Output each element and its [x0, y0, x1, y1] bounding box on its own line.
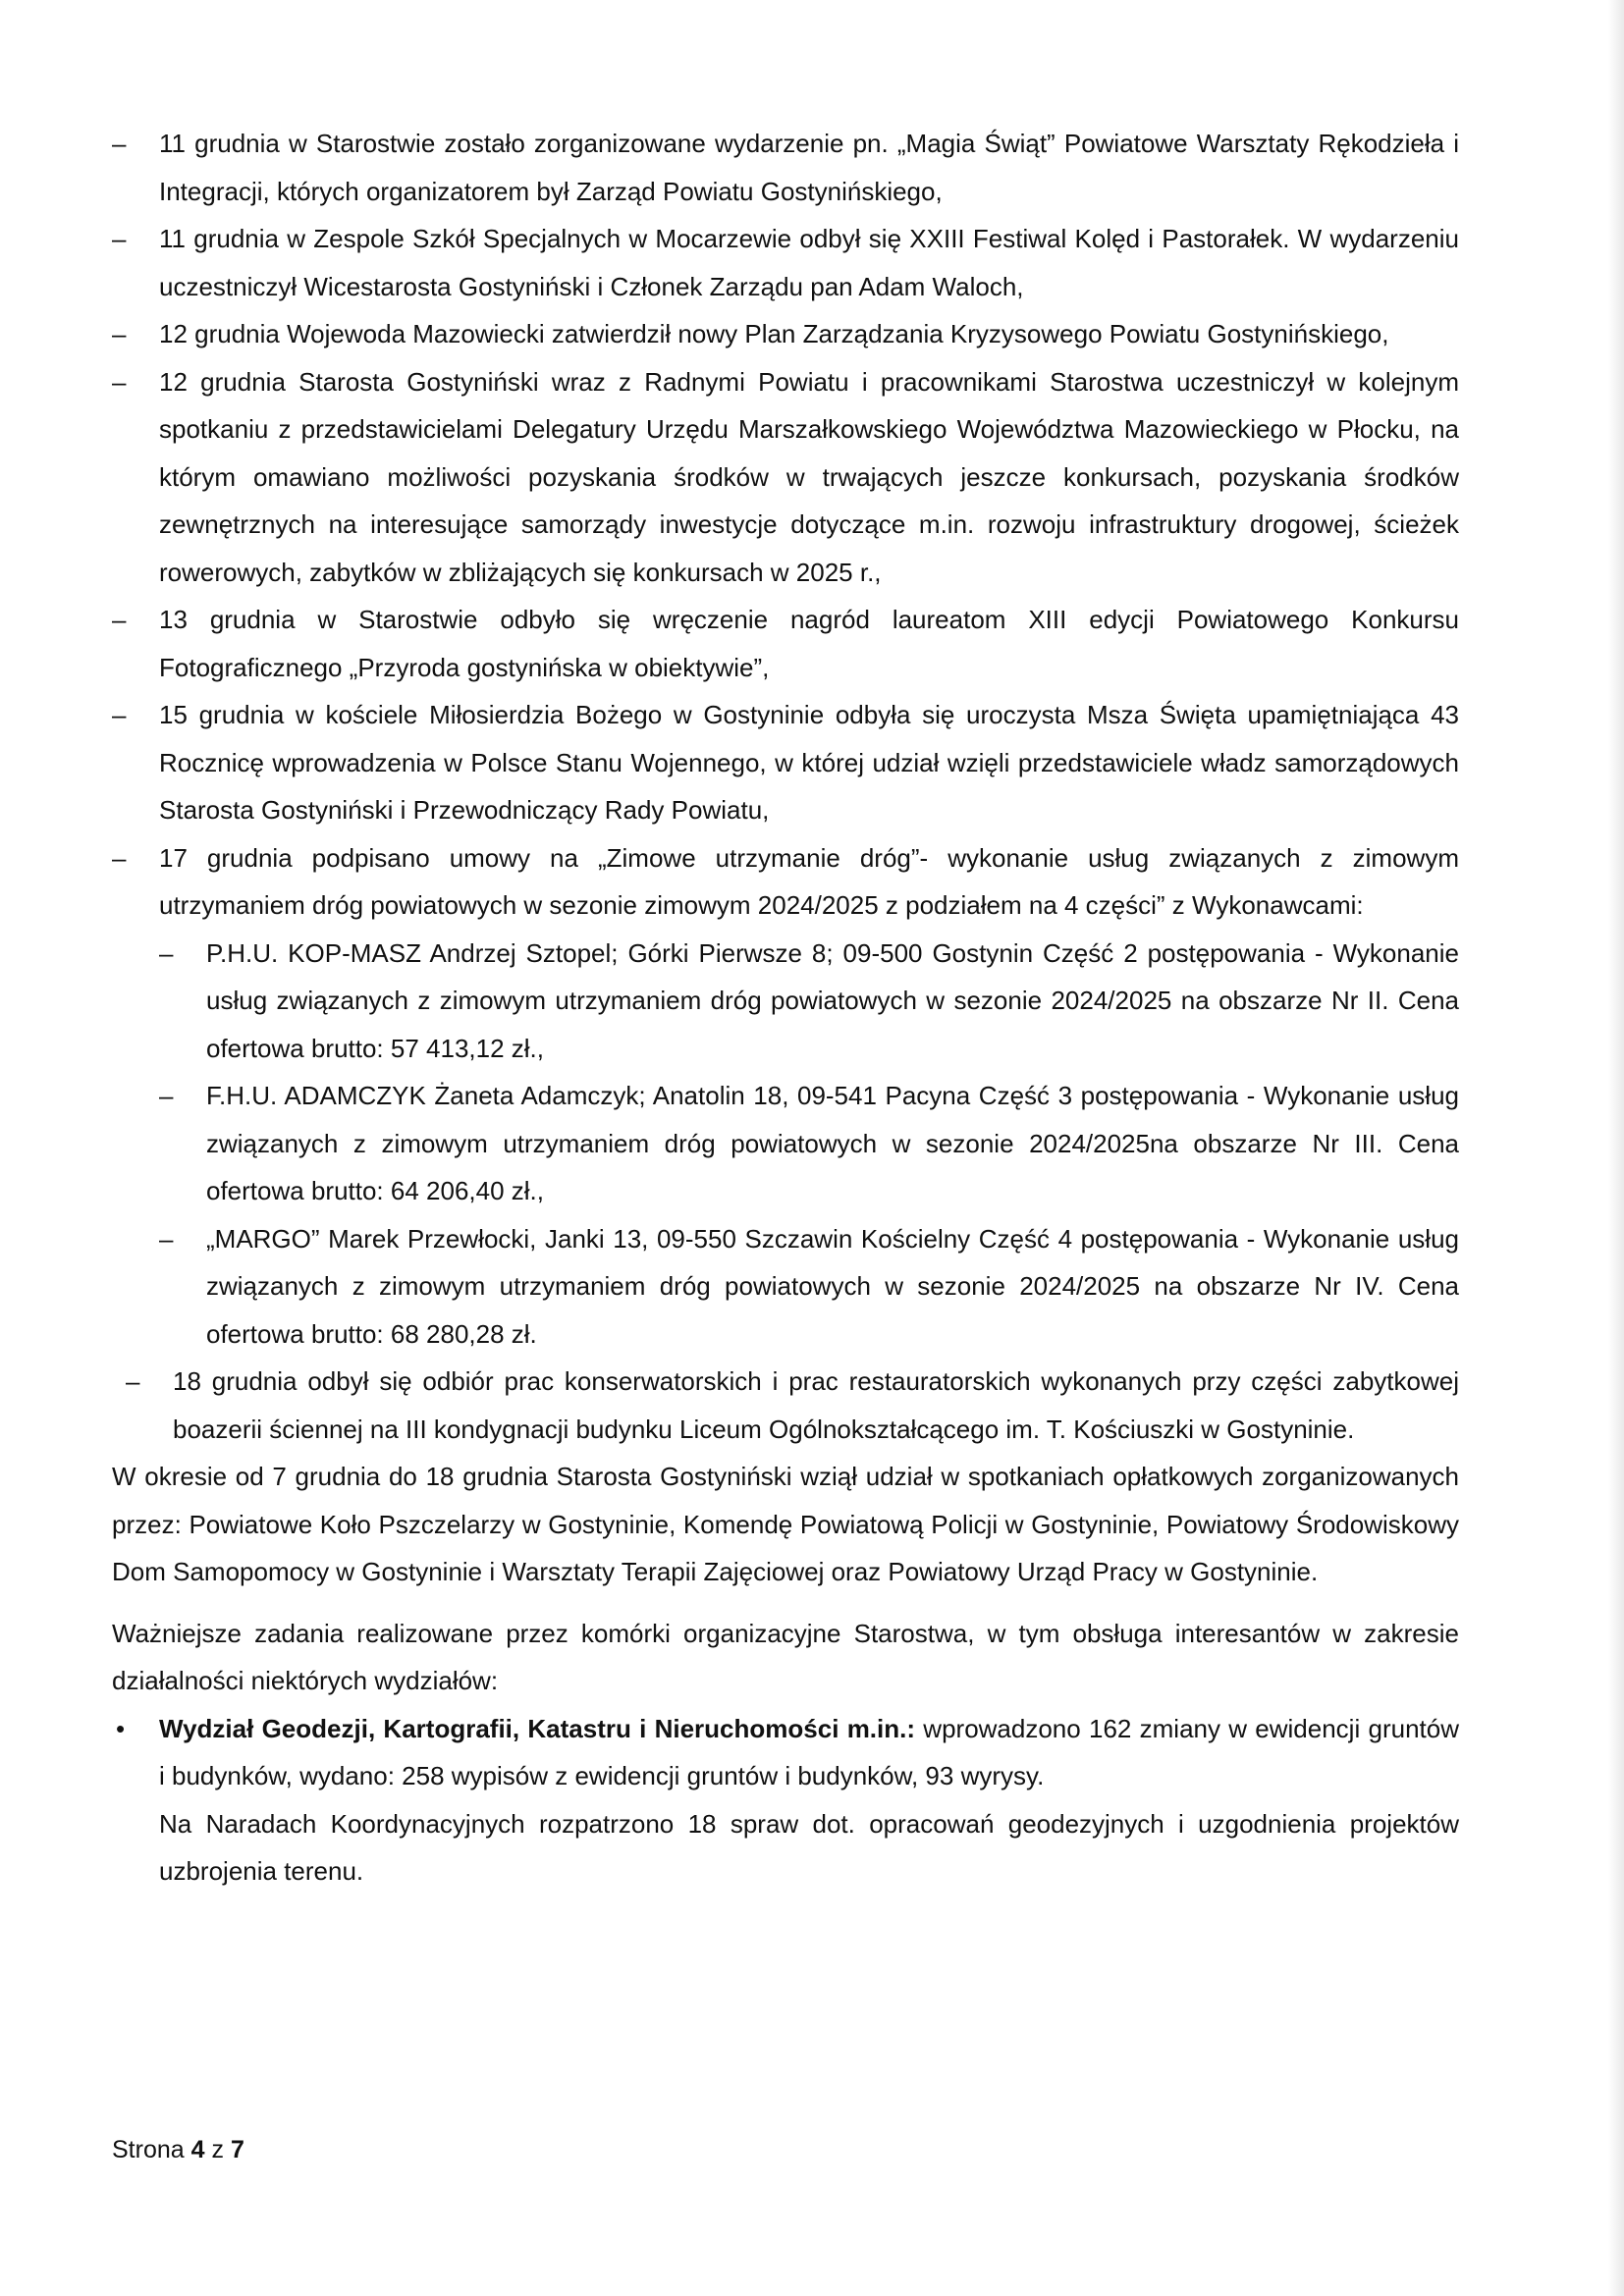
bullet-item-geodesy — [112, 1705, 1459, 1896]
dash-marker: – — [112, 842, 127, 873]
dash-marker: – — [112, 129, 127, 158]
total-pages: 7 — [230, 2136, 244, 2163]
list-item-text: 12 grudnia Wojewoda Mazowiecki zatwierdził nowy Plan Zarządzania Kryzysowego Powiatu Gostynińskiego, — [159, 319, 1389, 348]
dash-marker: – — [159, 937, 174, 968]
paragraph-meetings: W okresie od 7 grudnia do 18 grudnia Starosta Gostyniński wziął udział w spotkaniach opłatkowych zorganizowanych przez: Powiatowe Koło Pszczelarzy w Gostyninie, Komendę Powiatową Policji w Gostyninie, Powiatowy Środowiskowy Dom Samopomocy w Gostyninie i Warsztaty Terapii Zajęciowej oraz Powiatowy Urząd Pracy w Gostyninie. — [112, 1462, 1459, 1586]
page-number — [112, 2132, 244, 2167]
contractor-text: P.H.U. KOP-MASZ Andrzej Sztopel; Górki Pierwsze 8; 09-500 Gostynin Część 2 postępowania - Wykonanie usług związanych z zimowym utrzymaniem dróg powiatowych w sezonie 2024/2025 na obszarze Nr II. Cena ofertowa brutto: 57 413,12 zł., — [206, 937, 1459, 1063]
contractor-item — [159, 1215, 1459, 1359]
contractor-item — [159, 1072, 1459, 1215]
current-page: 4 — [190, 2136, 205, 2163]
list-item-text: 11 grudnia w Zespole Szkół Specjalnych w Mocarzewie odbył się XXIII Festiwal Kolęd i Pastorałek. W wydarzeniu uczestniczył Wicestarosta Gostyniński i Członek Zarządu pan Adam Waloch, — [159, 224, 1459, 301]
dash-marker: – — [112, 319, 127, 348]
list-item — [112, 1358, 1459, 1453]
list-item-text: 13 grudnia w Starostwie odbyło się wręczenie nagród laureatom XIII edycji Powiatowego Konkursu Fotograficznego „Przyroda gostynińska w obiektywie”, — [159, 605, 1459, 682]
list-item — [112, 691, 1459, 834]
contractor-text: „MARGO” Marek Przewłocki, Janki 13, 09-550 Szczawin Kościelny Część 4 postępowania - Wykonanie usług związanych z zimowym utrzymaniem dróg powiatowych w sezonie 2024/2025 na obszarze Nr IV. Cena ofertowa brutto: 68 280,28 zł. — [206, 1223, 1459, 1349]
bullet-paragraph-2: Na Naradach Koordynacyjnych rozpatrzono 18 spraw dot. opracowań geodezyjnych i uzgodnienia projektów uzbrojenia terenu. — [159, 1808, 1459, 1886]
contractor-item — [159, 930, 1459, 1073]
dash-marker: – — [126, 1366, 140, 1396]
page-separator: z — [211, 2136, 224, 2163]
bullet-dot: • — [116, 1713, 126, 1743]
contractor-text: F.H.U. ADAMCZYK Żaneta Adamczyk; Anatolin 18, 09-541 Pacyna Część 3 postępowania - Wykonanie usług związanych z zimowym utrzymaniem dróg powiatowych w sezonie 2024/2025na obszarze Nr III. Cena ofertowa brutto: 64 206,40 zł., — [206, 1081, 1459, 1205]
dash-marker: – — [112, 700, 127, 729]
dash-marker: – — [159, 1223, 174, 1254]
scan-edge-shadow — [1608, 0, 1624, 2296]
dash-marker: – — [112, 605, 127, 634]
list-item-text: 18 grudnia odbył się odbiór prac konserwatorskich i prac restauratorskich wykonanych przy części zabytkowej boazerii ściennej na III kondygnacji budynku Liceum Ogólnokształcącego im. T. Kościuszki w Gostyninie. — [173, 1366, 1459, 1444]
list-item — [112, 834, 1459, 930]
paragraph-tasks-intro: Ważniejsze zadania realizowane przez komórki organizacyjne Starostwa, w tym obsługa interesantów w zakresie działalności niektórych wydziałów: — [112, 1618, 1459, 1695]
list-item — [112, 215, 1459, 310]
page-label: Strona — [112, 2136, 185, 2163]
list-item-text: 17 grudnia podpisano umowy na „Zimowe utrzymanie dróg”- wykonanie usług związanych z zimowym utrzymaniem dróg powiatowych w sezonie zimowym 2024/2025 z podziałem na 4 części” z Wykonawcami: — [159, 842, 1459, 920]
dash-marker: – — [112, 224, 127, 253]
department-text: wprowadzono 162 zmiany w ewidencji gruntów i budynków, wydano: 258 wypisów z ewidencji gruntów i budynków, 93 wyrysy. — [159, 1713, 1459, 1790]
list-item — [112, 358, 1459, 597]
list-item — [112, 120, 1459, 215]
dash-marker: – — [112, 366, 127, 397]
list-item-text: 11 grudnia w Starostwie zostało zorganizowane wydarzenie pn. „Magia Świąt” Powiatowe Warsztaty Rękodzieła i Integracji, których organizatorem był Zarząd Powiatu Gostynińskiego, — [159, 129, 1459, 206]
bullet-paragraph — [159, 1705, 1459, 1800]
list-item — [112, 310, 1459, 358]
list-item — [112, 596, 1459, 691]
department-title: Wydział Geodezji, Kartografii, Katastru i Nieruchomości m.in.: — [159, 1713, 916, 1743]
dash-marker: – — [159, 1081, 174, 1110]
list-item-text: 15 grudnia w kościele Miłosierdzia Bożego w Gostyninie odbyła się uroczysta Msza Święta upamiętniająca 43 Rocznicę wprowadzenia w Polsce Stanu Wojennego, w której udział wzięli przedstawiciele władz samorządowych Starosta Gostyniński i Przewodniczący Rady Powiatu, — [159, 700, 1459, 825]
page-content — [112, 120, 1459, 1896]
list-item-text: 12 grudnia Starosta Gostyniński wraz z Radnymi Powiatu i pracownikami Starostwa uczestniczył w kolejnym spotkaniu z przedstawicielami Delegatury Urzędu Marszałkowskiego Województwa Mazowieckiego w Płocku, na którym omawiano możliwości pozyskania środków w trwających jeszcze konkursach, pozyskania środków zewnętrznych na interesujące samorządy inwestycje dotyczące m.in. rozwoju infrastruktury drogowej, ścieżek rowerowych, zabytków w zbliżających się konkursach w 2025 r., — [159, 366, 1459, 587]
